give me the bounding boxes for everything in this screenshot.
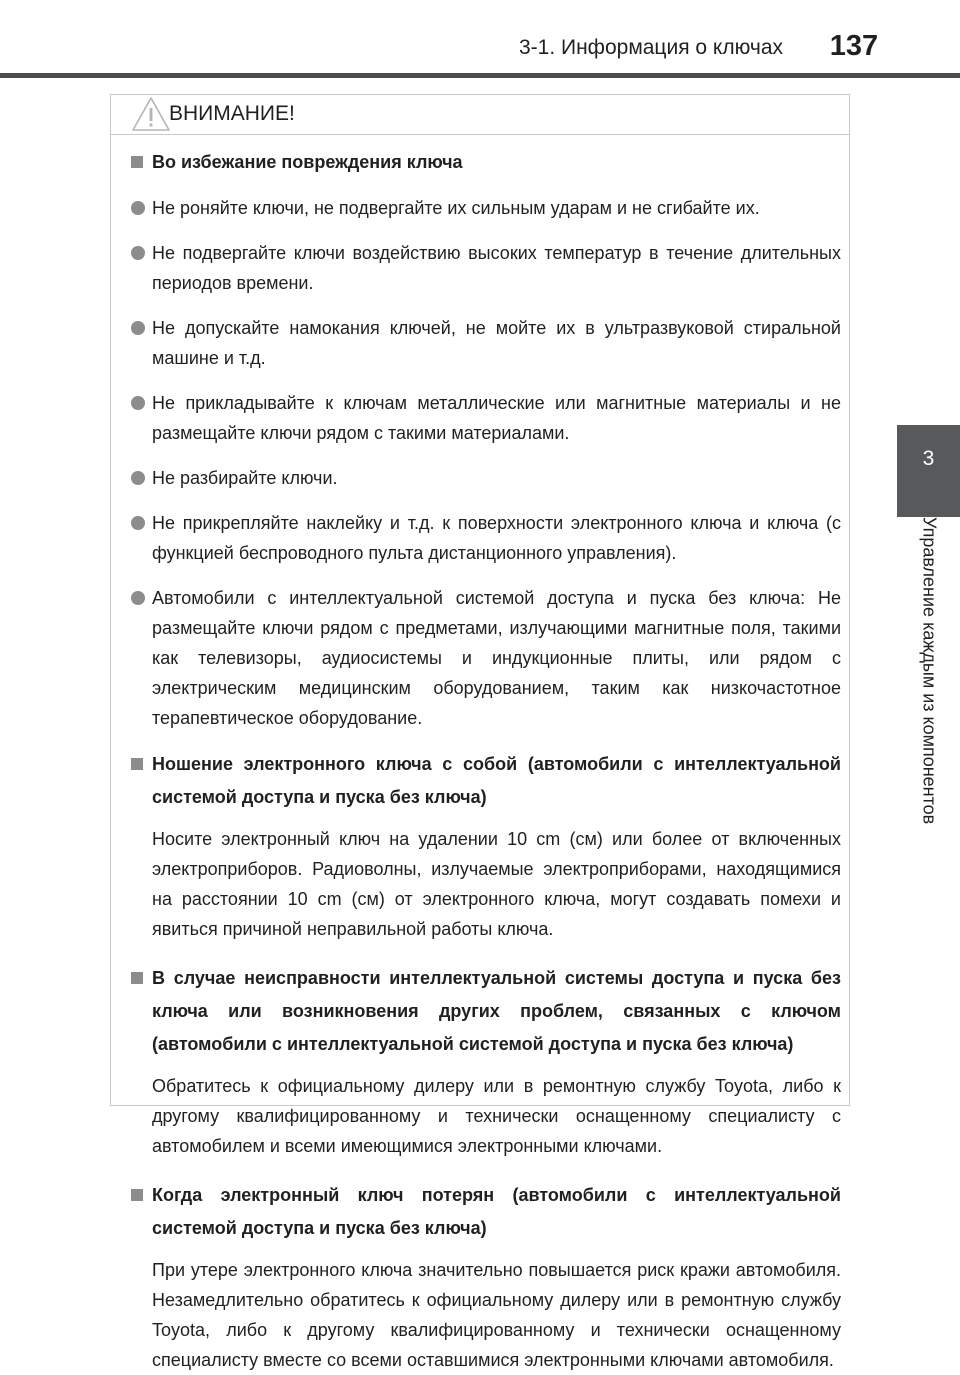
page-number: 137 (829, 30, 879, 62)
caution-box (110, 94, 850, 1370)
circle-bullet-icon (131, 201, 145, 215)
header-title: 3-1. Информация о ключах (518, 36, 783, 59)
chapter-tab: 3 (897, 425, 960, 517)
list-item (131, 193, 841, 223)
list-item (131, 508, 841, 568)
list-item (131, 238, 841, 298)
section-paragraph: Обратитесь к официальному дилеру или в ремонтную службу Toyota, либо к другому квалифицированному и технически оснащенному специалисту с автомобилем и всеми имеющимися электронными ключами. (152, 1076, 841, 1156)
section-heading (131, 748, 841, 814)
list-item (131, 388, 841, 448)
circle-bullet-icon (131, 396, 145, 410)
list-item-text: Не прикрепляйте наклейку и т.д. к поверхности электронного ключа и ключа (с функцией беспроводного пульта дистанционного управления). (152, 513, 841, 563)
list-item (131, 313, 841, 373)
list-item (131, 463, 841, 493)
list-item (131, 583, 841, 733)
circle-bullet-icon (131, 591, 145, 605)
circle-bullet-icon (131, 246, 145, 260)
section-heading-text: Когда электронный ключ потерян (автомобили с интеллектуальной системой доступа и пуска без ключа) (152, 1185, 841, 1238)
section-heading (131, 1179, 841, 1245)
warning-triangle-icon (131, 96, 171, 132)
list-item-text: Не допускайте намокания ключей, не мойте их в ультразвуковой стиральной машине и т.д. (152, 318, 841, 368)
list-item-text: Не прикладывайте к ключам металлические или магнитные материалы и не размещайте ключи рядом с такими материалами. (152, 393, 841, 443)
section-heading-text: Ношение электронного ключа с собой (автомобили с интеллектуальной системой доступа и пуска без ключа) (152, 754, 841, 807)
section-paragraph: Носите электронный ключ на удалении 10 cm (см) или более от включенных электроприборов. Радиоволны, излучаемые электроприборами, находящимися на расстоянии 10 cm (см) от электронного ключа, могут создавать помехи и явиться причиной неправильной работы ключа. (152, 829, 841, 939)
circle-bullet-icon (131, 321, 145, 335)
circle-bullet-icon (131, 516, 145, 530)
list-item-text: Не подвергайте ключи воздействию высоких температур в течение длительных периодов времени. (152, 243, 841, 293)
list-item-text: Не разбирайте ключи. (152, 468, 338, 488)
section-heading (131, 146, 841, 179)
section-heading (131, 962, 841, 1061)
chapter-title: Управление каждым из компонентов (919, 517, 939, 825)
circle-bullet-icon (131, 471, 145, 485)
chapter-side-label (897, 517, 960, 837)
list-item-text: Не роняйте ключи, не подвергайте их сильным ударам и не сгибайте их. (152, 198, 760, 218)
caution-content (111, 146, 849, 1375)
caution-header (111, 95, 849, 135)
list-item-text: Автомобили с интеллектуальной системой доступа и пуска без ключа: Не размещайте ключи рядом с предметами, излучающими магнитные поля, такими как телевизоры, аудиосистемы и индукционные плиты, или рядом с электрическим медицинским оборудованием, таким как низкочастотное терапевтическое оборудование. (152, 588, 841, 728)
square-bullet-icon (131, 972, 143, 984)
square-bullet-icon (131, 156, 143, 168)
section-heading-text: В случае неисправности интеллектуальной системы доступа и пуска без ключа или возникновения других проблем, связанных с ключом (автомобили с интеллектуальной системой доступа и пуска без ключа) (152, 968, 841, 1054)
section-heading-text: Во избежание повреждения ключа (152, 152, 463, 172)
caution-title: ВНИМАНИЕ! (169, 102, 295, 125)
section-paragraph: При утере электронного ключа значительно повышается риск кражи автомобиля. Незамедлительно обратитесь к официальному дилеру или в ремонтную службу Toyota, либо к другому квалифицированному и технически оснащенному специалисту вместе со всеми оставшимися электронными ключами автомобиля. (152, 1260, 841, 1370)
square-bullet-icon (131, 758, 143, 770)
header-rule (0, 73, 960, 78)
square-bullet-icon (131, 1189, 143, 1201)
